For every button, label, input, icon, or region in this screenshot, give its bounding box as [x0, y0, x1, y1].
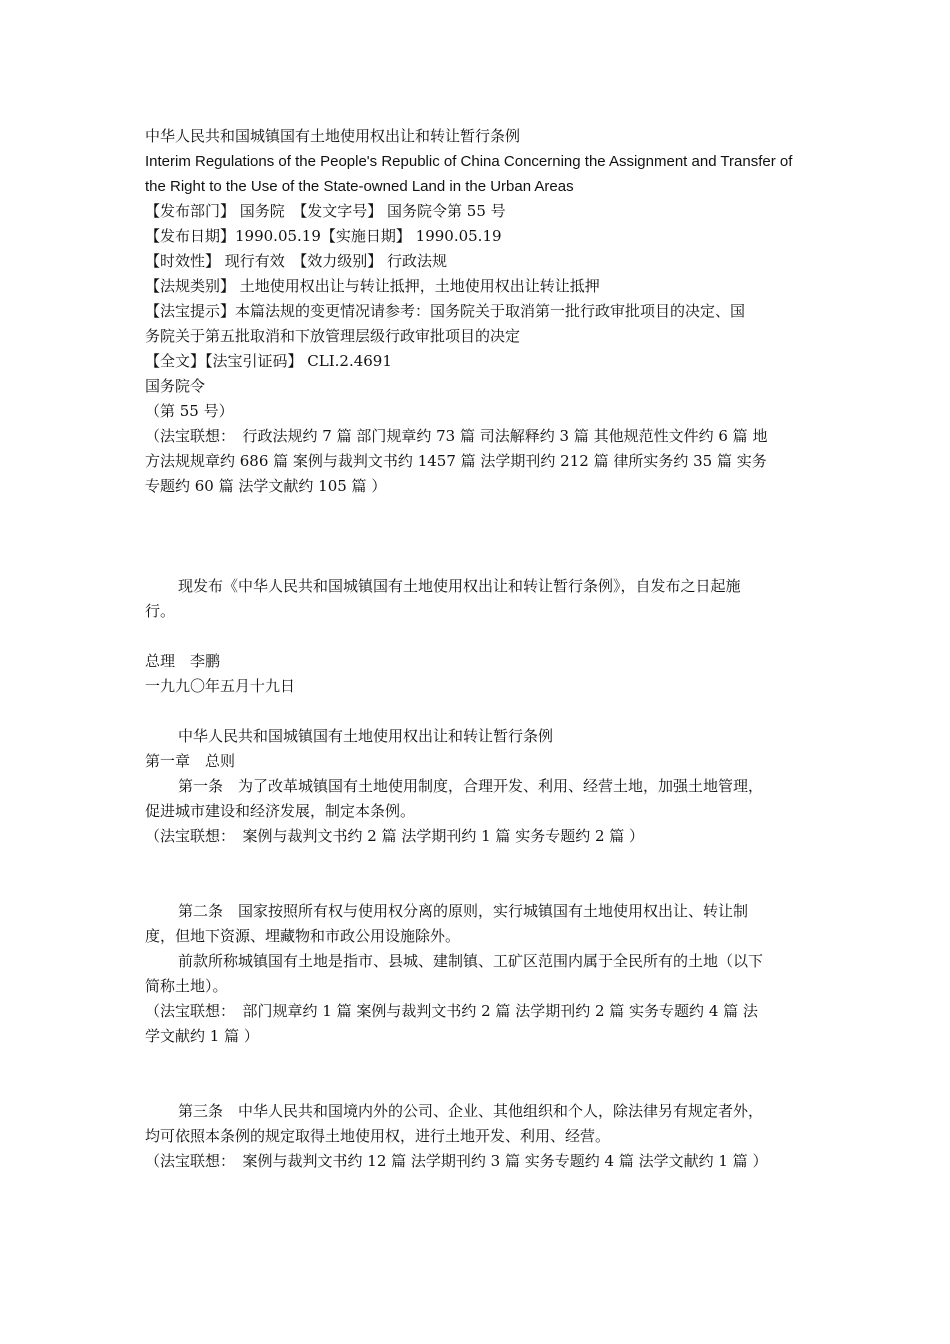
- chapter-heading: 第一章 总则: [145, 752, 236, 770]
- article-3-line-2: 均可依照本条例的规定取得土地使用权，进行土地开发、利用、经营。: [145, 1127, 611, 1145]
- article-3-line-1: 第三条 中华人民共和国境内外的公司、企业、其他组织和个人，除法律另有规定者外，: [178, 1102, 764, 1120]
- article-2-line-2: 度，但地下资源、埋藏物和市政公用设施除外。: [145, 927, 461, 945]
- article-1-links[interactable]: （法宝联想： 案例与裁判文书约 2 篇 法学期刊约 1 篇 实务专题约 2 篇 ）: [145, 827, 645, 845]
- decree-signer: 总理 李鹏: [145, 652, 221, 670]
- decree-line-2: 行。: [145, 602, 176, 620]
- doc-title-en-line-2: the Right to the Use of the State-owned Land in the Urban Areas: [145, 178, 574, 195]
- article-1-line-1: 第一条 为了改革城镇国有土地使用制度，合理开发、利用、经营土地，加强土地管理，: [178, 777, 764, 795]
- meta-order-no: （第 55 号）: [145, 402, 234, 420]
- doc-title-en-line-1: Interim Regulations of the People's Republic of China Concerning the Assignment and Transfer of: [145, 153, 793, 170]
- article-3-links[interactable]: （法宝联想： 案例与裁判文书约 12 篇 法学期刊约 3 篇 实务专题约 4 篇 法学文献约 1 篇 ）: [145, 1152, 768, 1170]
- article-2-line-3: 前款所称城镇国有土地是指市、县城、建制镇、工矿区范围内属于全民所有的土地（以下: [178, 952, 764, 970]
- meta-validity: 【时效性】 现行有效 【效力级别】 行政法规: [145, 252, 448, 270]
- doc-title-cn: 中华人民共和国城镇国有土地使用权出让和转让暂行条例: [145, 127, 521, 145]
- meta-tip-line-1: 【法宝提示】本篇法规的变更情况请参考：国务院关于取消第一批行政审批项目的决定、国: [145, 302, 746, 320]
- meta-links-line-1[interactable]: （法宝联想： 行政法规约 7 篇 部门规章约 73 篇 司法解释约 3 篇 其他规范性文件约 6 篇 地: [145, 427, 768, 445]
- decree-line-1: 现发布《中华人民共和国城镇国有土地使用权出让和转让暂行条例》，自发布之日起施: [178, 577, 741, 595]
- body-title: 中华人民共和国城镇国有土地使用权出让和转让暂行条例: [178, 727, 554, 745]
- article-2-line-4: 简称土地）。: [145, 977, 228, 995]
- meta-issuer: 【发布部门】 国务院 【发文字号】 国务院令第 55 号: [145, 202, 506, 220]
- article-2-links-line-2[interactable]: 学文献约 1 篇 ）: [145, 1027, 259, 1045]
- meta-order: 国务院令: [145, 377, 206, 395]
- article-2-line-1: 第二条 国家按照所有权与使用权分离的原则，实行城镇国有土地使用权出让、转让制: [178, 902, 749, 920]
- article-1-line-2: 促进城市建设和经济发展，制定本条例。: [145, 802, 416, 820]
- meta-links-line-2[interactable]: 方法规规章约 686 篇 案例与裁判文书约 1457 篇 法学期刊约 212 篇 律所实务约 35 篇 实务: [145, 452, 767, 470]
- decree-date: 一九九〇年五月十九日: [145, 677, 296, 695]
- meta-links-line-3[interactable]: 专题约 60 篇 法学文献约 105 篇 ）: [145, 477, 387, 495]
- article-2-links-line-1[interactable]: （法宝联想： 部门规章约 1 篇 案例与裁判文书约 2 篇 法学期刊约 2 篇 实务专题约 4 篇 法: [145, 1002, 758, 1020]
- meta-dates: 【发布日期】1990.05.19【实施日期】 1990.05.19: [145, 227, 502, 245]
- meta-tip-line-2: 务院关于第五批取消和下放管理层级行政审批项目的决定: [145, 327, 521, 345]
- meta-fulltext: 【全文】【法宝引证码】 CLI.2.4691: [145, 352, 392, 370]
- meta-category: 【法规类别】 土地使用权出让与转让抵押，土地使用权出让转让抵押: [145, 277, 600, 295]
